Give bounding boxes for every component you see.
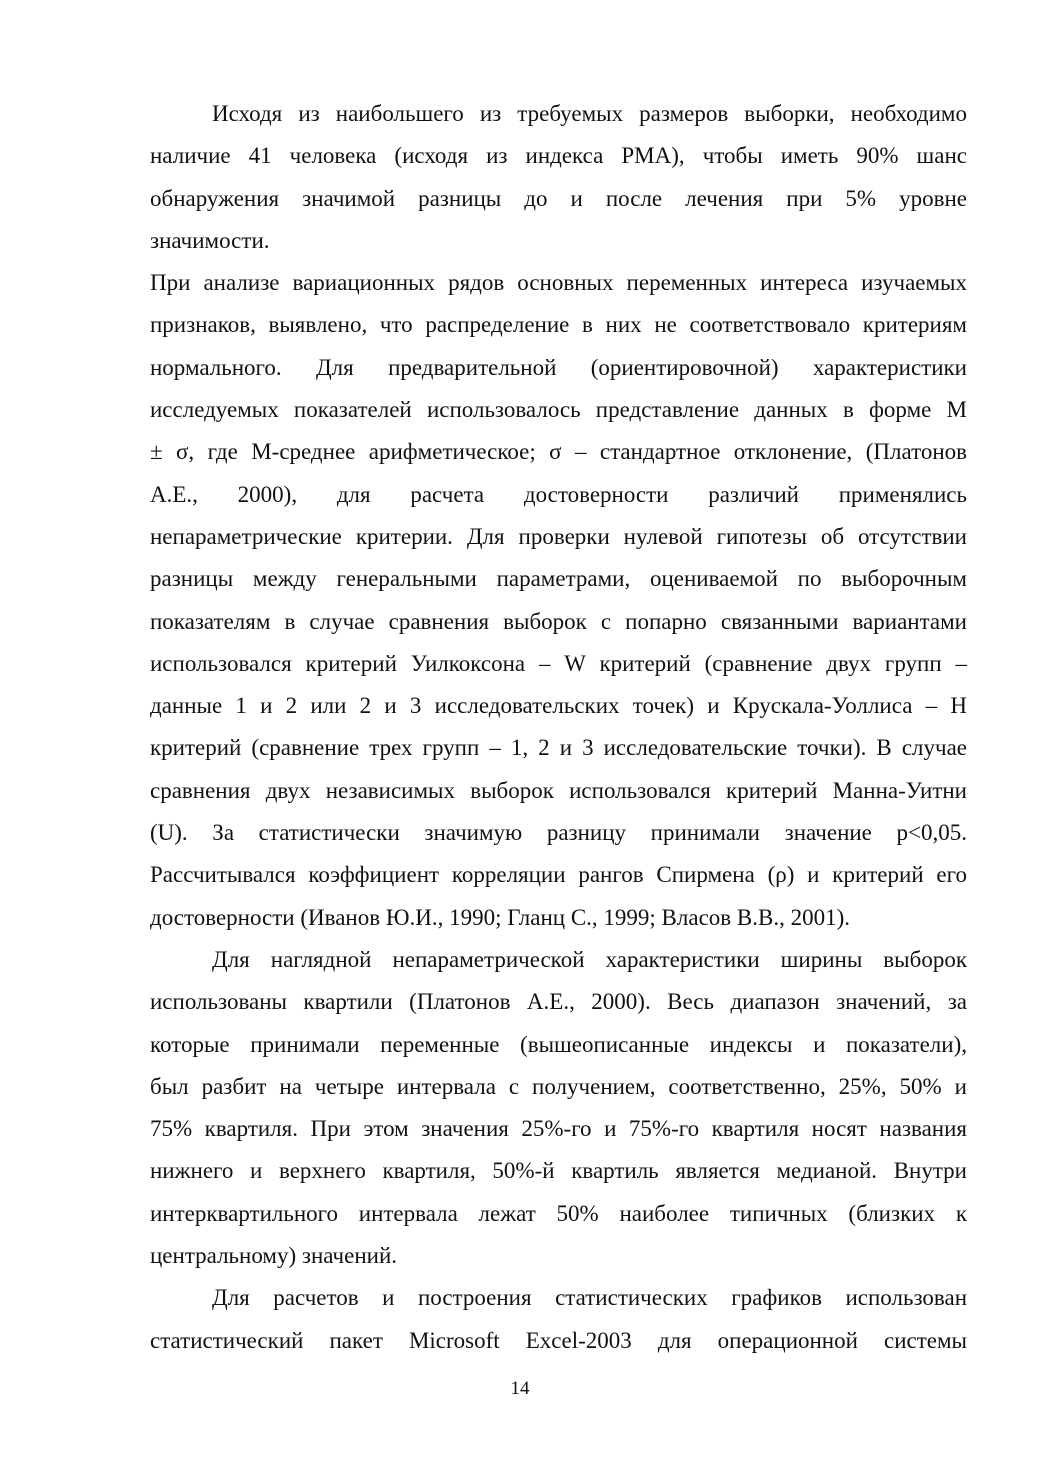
text-line: Рассчитывался коэффициент корреляции рангов Спирмена (ρ) и критерий его <box>150 862 967 888</box>
text-line: нижнего и верхнего квартиля, 50%-й квартиль является медианой. Внутри <box>150 1158 967 1184</box>
text-line: Для расчетов и построения статистических графиков использован <box>212 1285 967 1311</box>
text-line: которые принимали переменные (вышеописанные индексы и показатели), <box>150 1031 967 1057</box>
text-line: обнаружения значимой разницы до и после лечения при 5% уровне <box>150 185 967 211</box>
text-line: признаков, выявлено, что распределение в них не соответствовало критериям <box>150 312 967 338</box>
text-line: центральному) значений. <box>150 1243 398 1269</box>
text-line: (U). За статистически значимую разницу принимали значение p<0,05. <box>150 820 967 846</box>
paragraph <box>150 1277 967 1362</box>
page-number: 14 <box>510 1378 530 1399</box>
text-line: ± σ, где М-среднее арифметическое; σ – стандартное отклонение, (Платонов <box>150 439 967 465</box>
text-line: наличие 41 человека (исходя из индекса РМА), чтобы иметь 90% шанс <box>150 143 967 169</box>
text-line: нормального. Для предварительной (ориентировочной) характеристики <box>150 354 967 380</box>
text-line: разницы между генеральными параметрами, оцениваемой по выборочным <box>150 566 967 592</box>
text-line: статистический пакет Microsoft Excel-2003 для операционной системы <box>150 1327 967 1353</box>
text-line: исследуемых показателей использовалось представление данных в форме М <box>150 397 967 423</box>
text-line: сравнения двух независимых выборок использовался критерий Манна-Уитни <box>150 777 967 803</box>
text-line: использовался критерий Уилкоксона – W критерий (сравнение двух групп – <box>150 650 967 676</box>
paragraph <box>150 93 967 262</box>
text-line: критерий (сравнение трех групп – 1, 2 и 3 исследовательские точки). В случае <box>150 735 967 761</box>
text-line: данные 1 и 2 или 2 и 3 исследовательских точек) и Крускала-Уоллиса – Н <box>150 693 967 719</box>
body-text <box>150 93 967 1362</box>
text-line: А.Е., 2000), для расчета достоверности различий применялись <box>150 481 967 507</box>
text-line: показателям в случае сравнения выборок с попарно связанными вариантами <box>150 608 967 634</box>
text-line: непараметрические критерии. Для проверки нулевой гипотезы об отсутствии <box>150 523 967 549</box>
text-line: использованы квартили (Платонов А.Е., 2000). Весь диапазон значений, за <box>150 989 967 1015</box>
text-line: достоверности (Иванов Ю.И., 1990; Гланц С., 1999; Власов В.В., 2001). <box>150 904 850 930</box>
text-line: интерквартильного интервала лежат 50% наиболее типичных (близких к <box>150 1200 967 1226</box>
text-line: был разбит на четыре интервала с получением, соответственно, 25%, 50% и <box>150 1073 967 1099</box>
text-line: При анализе вариационных рядов основных переменных интереса изучаемых <box>150 270 967 296</box>
text-line: значимости. <box>150 227 270 253</box>
paragraph <box>150 262 967 939</box>
text-line: 75% квартиля. При этом значения 25%-го и 75%-го квартиля носят названия <box>150 1116 967 1142</box>
text-line: Для наглядной непараметрической характеристики ширины выборок <box>212 946 967 972</box>
text-line: Исходя из наибольшего из требуемых размеров выборки, необходимо <box>212 101 967 126</box>
paragraph <box>150 939 967 1277</box>
